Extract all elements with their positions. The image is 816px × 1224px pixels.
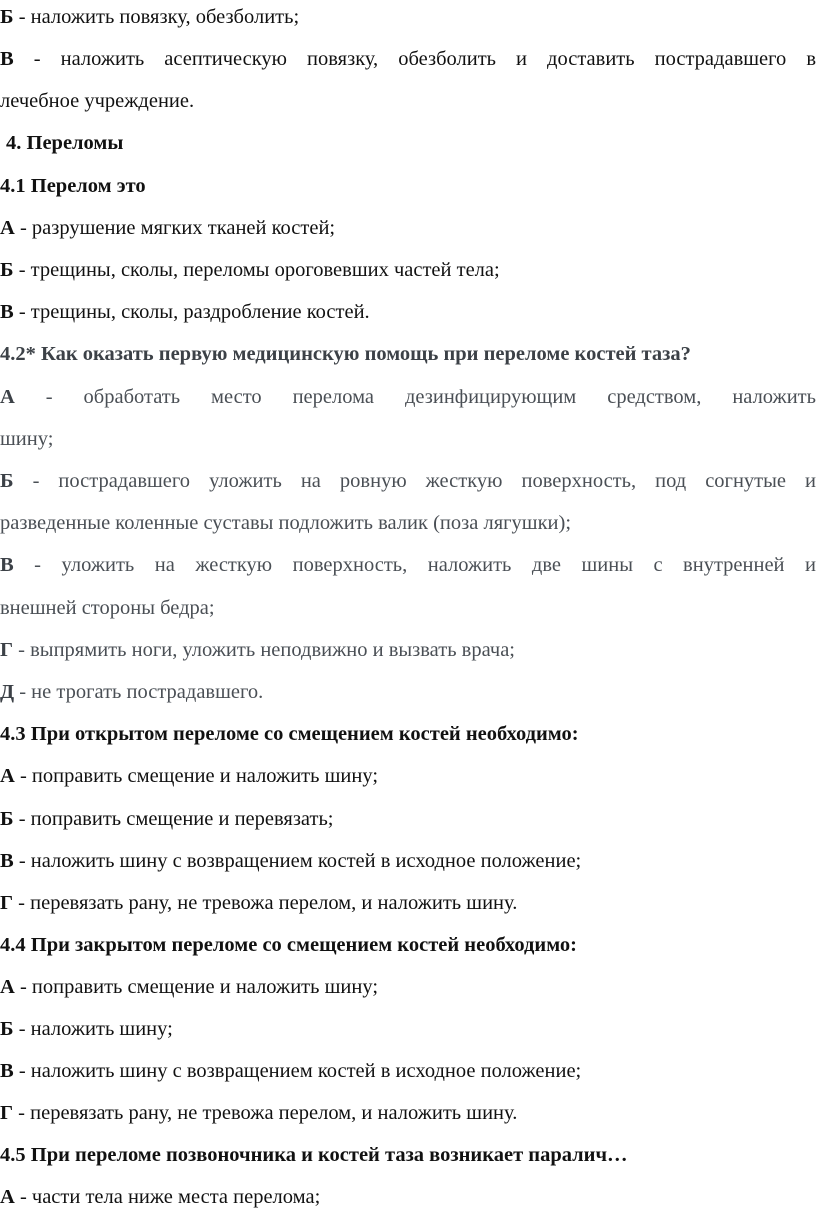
answer-line xyxy=(0,257,816,283)
answer-line xyxy=(0,763,816,789)
answer-letter: Г xyxy=(0,892,14,914)
answer-text: - уложить на жесткую поверхность, наложить две шины с внутренней и xyxy=(13,554,816,576)
answer-line xyxy=(0,468,816,494)
answer-text: - наложить повязку, обезболить; xyxy=(13,6,300,28)
answer-letter: А xyxy=(0,217,15,239)
answer-letter: Г xyxy=(0,639,14,661)
answer-text: - наложить шину с возвращением костей в исходное положение; xyxy=(13,850,582,872)
answer-text: - наложить асептическую повязку, обезболить и доставить пострадавшего в xyxy=(13,48,816,70)
answer-text: - перевязать рану, не тревожа перелом, и наложить шину. xyxy=(13,892,518,914)
answer-continuation xyxy=(0,426,816,452)
question-heading: 4.5 При переломе позвоночника и костей таза возникает паралич… xyxy=(0,1144,628,1166)
answer-line xyxy=(0,974,816,1000)
answer-letter: Д xyxy=(0,681,15,703)
answer-text: разведенные коленные суставы подложить валик (поза лягушки); xyxy=(0,512,572,534)
answer-text: - перевязать рану, не тревожа перелом, и наложить шину. xyxy=(13,1102,518,1124)
answer-letter: А xyxy=(0,976,15,998)
answer-text: - наложить шину с возвращением костей в исходное положение; xyxy=(13,1060,582,1082)
answer-letter: В xyxy=(0,301,14,323)
question-heading: 4.1 Перелом это xyxy=(0,175,146,197)
answer-line xyxy=(0,1016,816,1042)
answer-text: лечебное учреждение. xyxy=(0,90,195,112)
answer-letter: А xyxy=(0,765,15,787)
answer-line xyxy=(0,890,816,916)
answer-text: - не трогать пострадавшего. xyxy=(14,681,264,703)
answer-letter: А xyxy=(0,1186,15,1208)
answer-text: - пострадавшего уложить на ровную жесткую поверхность, под согнутые и xyxy=(13,470,816,492)
answer-line xyxy=(0,1058,816,1084)
answer-line xyxy=(0,215,816,241)
answer-continuation xyxy=(0,88,816,114)
answer-continuation xyxy=(0,595,816,621)
answer-letter: А xyxy=(0,386,15,408)
answer-text: - поправить смещение и наложить шину; xyxy=(14,765,379,787)
answer-line xyxy=(0,4,816,30)
answer-line xyxy=(0,637,816,663)
answer-text: - выпрямить ноги, уложить неподвижно и вызвать врача; xyxy=(13,639,515,661)
answer-letter: Б xyxy=(0,470,14,492)
answer-text: внешней стороны бедра; xyxy=(0,597,215,619)
answer-letter: Б xyxy=(0,6,14,28)
answer-line xyxy=(0,46,816,72)
answer-letter: В xyxy=(0,48,14,70)
answer-line xyxy=(0,679,816,705)
answer-text: шину; xyxy=(0,428,54,450)
answer-line xyxy=(0,299,816,325)
answer-text: - трещины, сколы, раздробление костей. xyxy=(13,301,370,323)
answer-text: - поправить смещение и перевязать; xyxy=(13,808,334,830)
answer-text: - обработать место перелома дезинфицирующим средством, наложить xyxy=(14,386,816,408)
answer-letter: В xyxy=(0,554,14,576)
answer-letter: Б xyxy=(0,259,14,281)
answer-line xyxy=(0,552,816,578)
question-heading: 4.4 При закрытом переломе со смещением костей необходимо: xyxy=(0,934,578,956)
answer-text: - поправить смещение и наложить шину; xyxy=(14,976,379,998)
answer-letter: Г xyxy=(0,1102,14,1124)
answer-line xyxy=(0,806,816,832)
answer-letter: В xyxy=(0,850,14,872)
answer-line xyxy=(0,848,816,874)
answer-line xyxy=(0,1184,816,1210)
answer-continuation xyxy=(0,510,816,536)
answer-text: - разрушение мягких тканей костей; xyxy=(14,217,336,239)
answer-letter: Б xyxy=(0,808,14,830)
answer-text: - трещины, сколы, переломы ороговевших частей тела; xyxy=(13,259,500,281)
question-heading: 4.2* Как оказать первую медицинскую помощь при переломе костей таза? xyxy=(0,343,691,365)
answer-letter: В xyxy=(0,1060,14,1082)
answer-line xyxy=(0,1100,816,1126)
answer-text: - части тела ниже места перелома; xyxy=(14,1186,321,1208)
question-heading: 4.3 При открытом переломе со смещением костей необходимо: xyxy=(0,723,579,745)
section-heading: 4. Переломы xyxy=(6,132,124,154)
answer-letter: Б xyxy=(0,1018,14,1040)
answer-line xyxy=(0,384,816,410)
answer-text: - наложить шину; xyxy=(13,1018,173,1040)
